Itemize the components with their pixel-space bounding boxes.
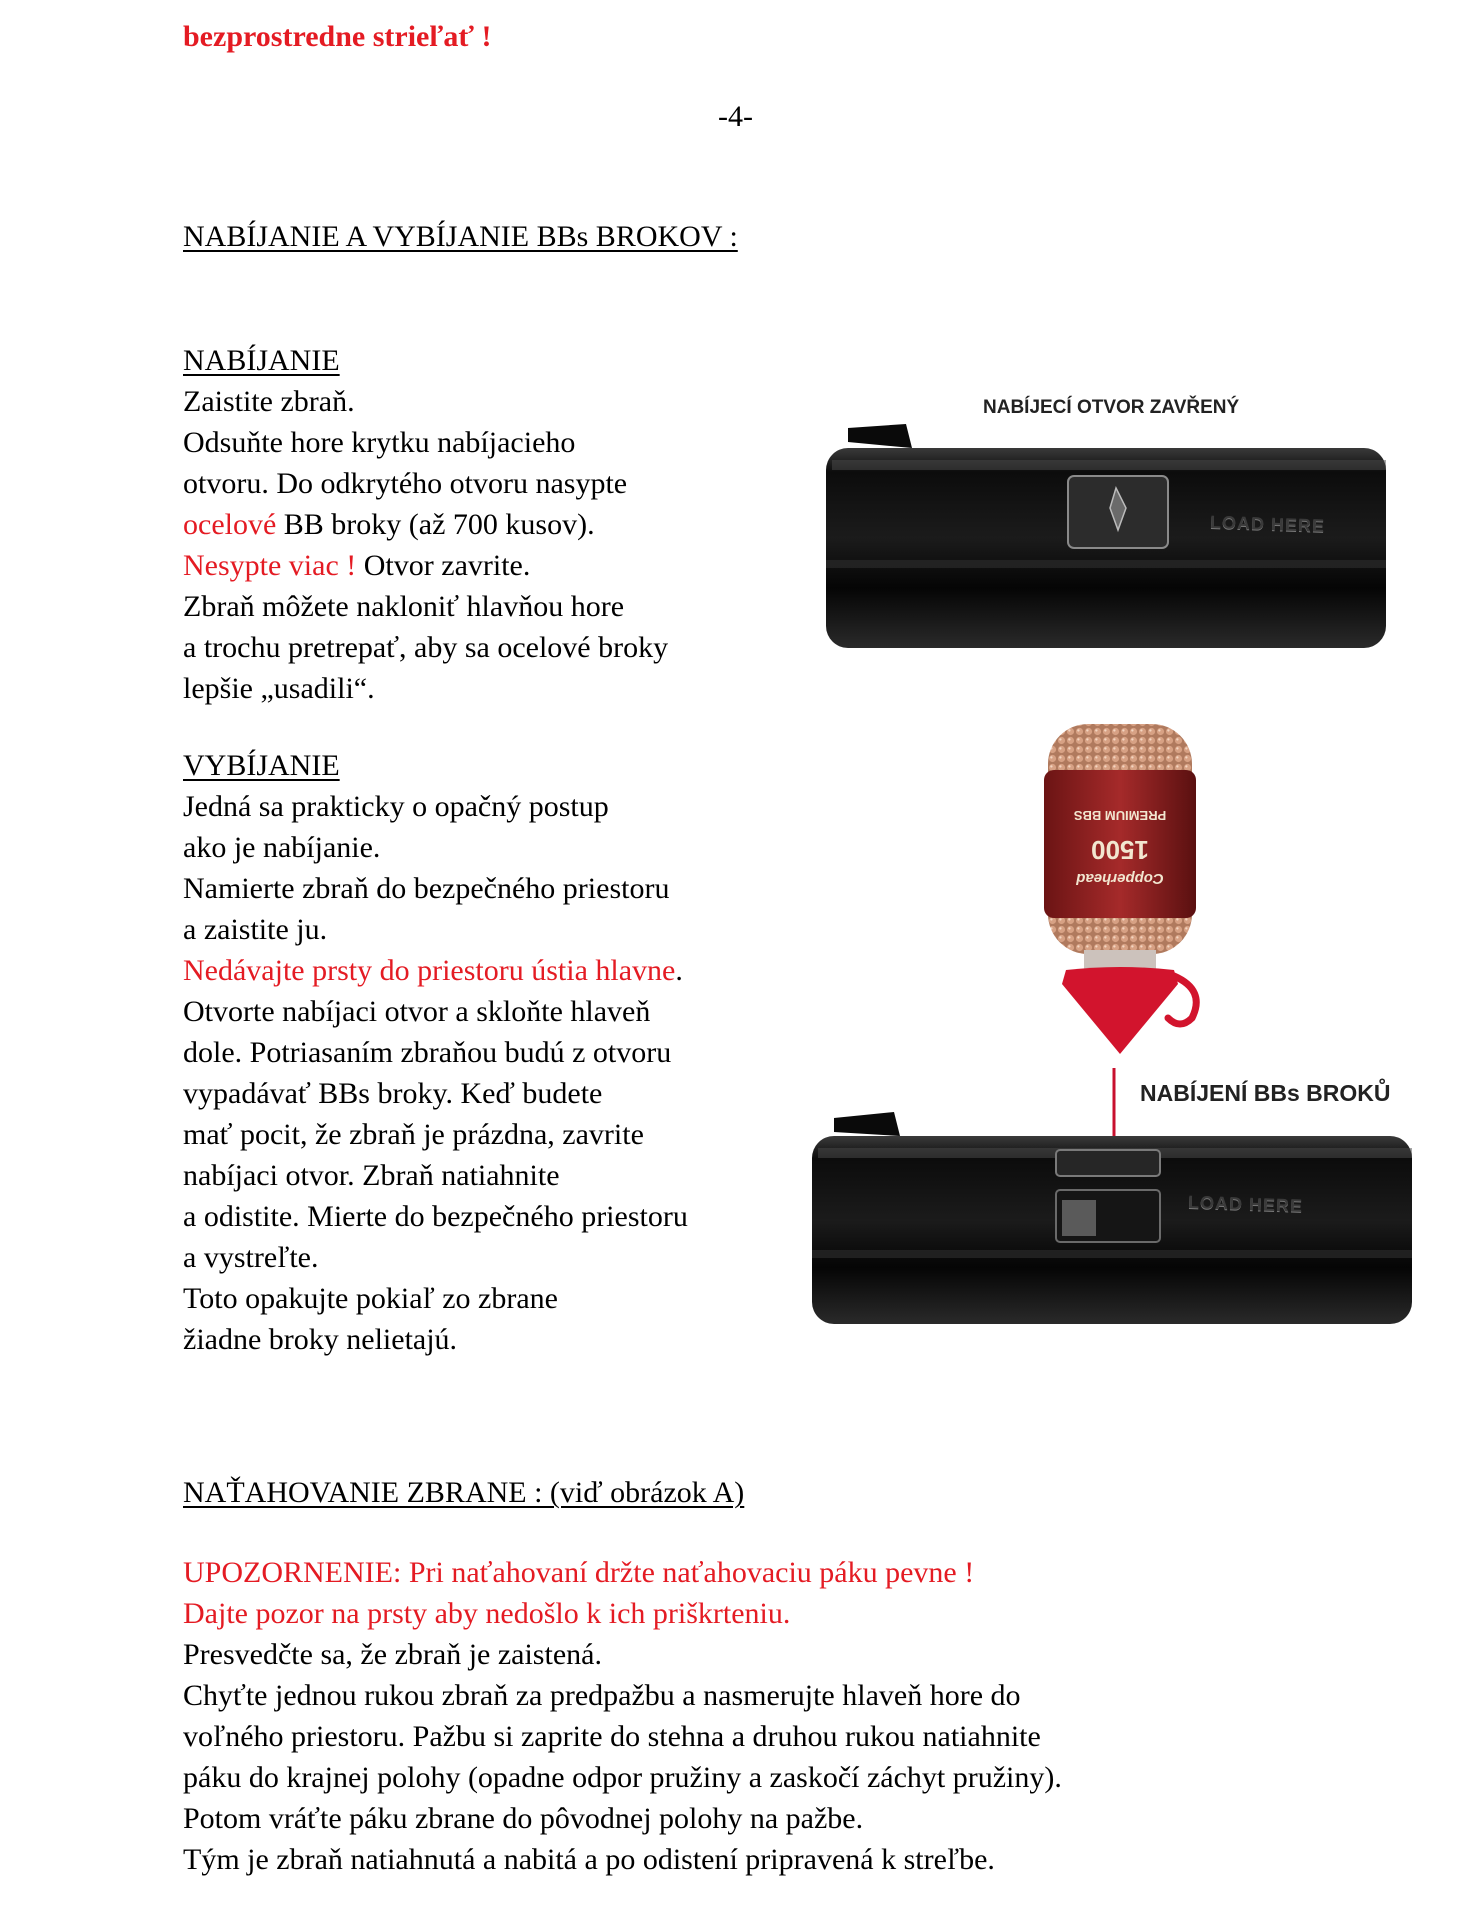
cocking-line: Presvedčte sa, že zbraň je zaistená. [183,1638,602,1671]
loading-line: Zbraň môžete nakloniť hlavňou hore [183,590,625,623]
no-overfill-warning: Nesypte viac ! [183,549,357,582]
loading-line: Odsuňte hore krytku nabíjacieho [183,426,576,459]
loading-line [183,545,530,586]
unloading-line-rest: . [675,954,683,987]
unloading-line [183,950,683,991]
loading-line: Zaistite zbraň. [183,385,355,418]
unloading-line: nabíjaci otvor. Zbraň natiahnite [183,1159,560,1192]
page-number: -4- [718,100,753,133]
unloading-line: a vystreľte. [183,1241,319,1274]
finger-warning: Nedávajte prsty do priestoru ústia hlavne [183,954,676,987]
front-sight [834,1112,900,1136]
cocking-line: Chyťte jednou rukou zbraň za predpažbu a nasmerujte hlaveň hore do [183,1679,1021,1712]
unloading-line: Namierte zbraň do bezpečného priestoru [183,872,670,905]
unloading-line: vypadávať BBs broky. Keď budete [183,1077,603,1110]
cocking-line: Tým je zbraň natiahnutá a nabitá a po odistení pripravená k streľbe. [183,1843,995,1876]
bb-bottle-figure [1030,718,1210,1060]
cocking-heading: NAŤAHOVANIE ZBRANE : (viď obrázok A) [183,1476,745,1509]
funnel-spout [1062,967,1178,1054]
load-here-embossed: LOAD HERE [1187,1191,1304,1217]
top-warning: bezprostredne strieľať ! [183,20,492,53]
unloading-line: Otvorte nabíjaci otvor a skloňte hlaveň [183,995,651,1028]
bottle-count-text: 1500 [1091,835,1149,865]
unloading-line: ako je nabíjanie. [183,831,381,864]
unloading-line: a odistite. Mierte do bezpečného priestoru [183,1200,688,1233]
unloading-line: a zaistite ju. [183,913,328,946]
cocking-warning: UPOZORNENIE: Pri naťahovaní držte naťahovaciu páku pevne ! [183,1556,975,1589]
loading-line [183,504,595,545]
front-sight [848,424,912,448]
closed-port-label: NABÍJECÍ OTVOR ZAVŘENÝ [983,397,1240,418]
cocking-line: voľného priestoru. Pažbu si zaprite do stehna a druhou rukou natiahnite [183,1720,1041,1753]
loading-bbs-label: NABÍJENÍ BBs BROKŮ [1140,1080,1391,1106]
barrel-seam [812,1250,1412,1258]
open-barrel-illustration [812,1100,1412,1325]
load-here-embossed: LOAD HERE [1209,511,1326,537]
steel-word: ocelové [183,508,277,541]
unloading-heading: VYBÍJANIE [183,749,340,782]
unloading-line: Toto opakujte pokiaľ zo zbrane [183,1282,558,1315]
unloading-line: žiadne broky nelietajú. [183,1323,458,1356]
loading-line-rest: Otvor zavrite. [356,549,531,582]
barrel-highlight [832,460,1386,470]
slid-cover [1056,1150,1160,1176]
bb-bottle-illustration [1030,718,1210,1060]
loading-line: a trochu pretrepať, aby sa ocelové broky [183,631,669,664]
unloading-line: dole. Potriasaním zbraňou budú z otvoru [183,1036,672,1069]
cocking-line: Potom vráťte páku zbrane do pôvodnej polohy na pažbe. [183,1802,864,1835]
bottle-premium-text: PREMIUM BBS [1073,808,1167,823]
port-interior [1062,1200,1096,1236]
barrel-seam [826,560,1386,568]
closed-barrel-figure [826,410,1386,650]
open-barrel-figure [812,1100,1412,1325]
loading-line-rest: BB broky (až 700 kusov). [276,508,595,541]
cocking-warning: Dajte pozor na prsty aby nedošlo k ich priškrteniu. [183,1597,791,1630]
section-heading: NABÍJANIE A VYBÍJANIE BBs BROKOV : [183,220,738,253]
unloading-line: Jedná sa prakticky o opačný postup [183,790,609,823]
cocking-line: páku do krajnej polohy (opadne odpor pružiny a zaskočí záchyt pružiny). [183,1761,1062,1794]
loading-line: lepšie „usadili“. [183,672,375,705]
loading-line: otvoru. Do odkrytého otvoru nasypte [183,467,628,500]
loading-heading: NABÍJANIE [183,344,340,377]
bottle-brand-text: Copperhead [1076,870,1164,887]
unloading-line: mať pocit, že zbraň je prázdna, zavrite [183,1118,644,1151]
